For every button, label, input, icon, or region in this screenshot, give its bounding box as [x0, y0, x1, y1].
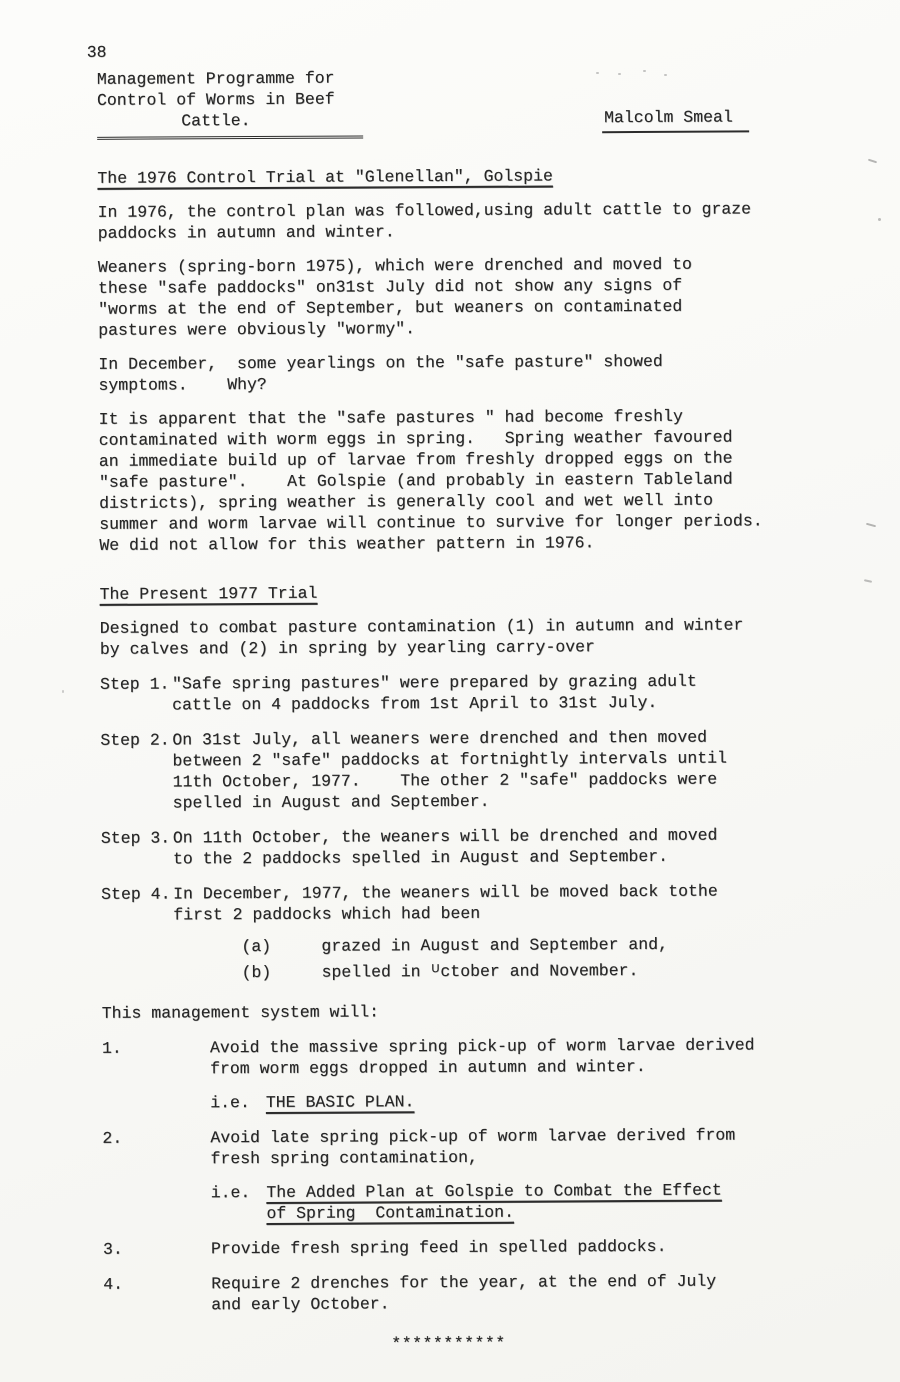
note-underlined-text: THE BASIC PLAN.: [265, 1092, 415, 1112]
step-text: In December, 1977, the weaners will be moved back tothe first 2 paddocks which had been: [173, 881, 718, 925]
scan-artifact: [596, 72, 599, 74]
title-line-2: Control of Worms in Beef: [96, 89, 335, 110]
subitem-b: [241, 959, 823, 983]
section-heading-1977-text: The Present 1977 Trial: [99, 583, 318, 604]
subitem-label: (b): [241, 962, 272, 983]
step-label: Step 3.: [100, 828, 171, 848]
list-item-4: [103, 1270, 825, 1316]
list-item-2: [102, 1124, 824, 1170]
subitem-label: (a): [241, 936, 272, 957]
page-number: 38: [86, 42, 107, 62]
subitem-text: grazed in August and September and,: [321, 934, 669, 956]
note-prefix: i.e.: [210, 1183, 251, 1203]
paragraph-spring-contamination: It is apparent that the "safe pastures " had become freshly contaminated with worm eggs in spring. Spring weather favoured an immediate build up of larvae from freshly dropped eggs on the "safe pasture". At Golspie (and probably in eastern Tableland districts), spring weather is generally cool and wet well into summer and worm larvae will continue to survive for longer periods. We did not allow for this weather pattern in 1976.: [98, 406, 763, 555]
subitem-text: spelled in ᵁctober and November.: [321, 961, 639, 982]
section-heading-1977-trial: [100, 580, 822, 605]
step-text: "Safe spring pastures" were prepared by grazing adult cattle on 4 paddocks from 1st April to 31st July.: [171, 671, 697, 715]
list-text: Require 2 drenches for the year, at the end of July and early October.: [211, 1271, 717, 1315]
step-item-2: [100, 726, 822, 814]
scan-artifact: [62, 690, 64, 693]
asterisk-separator: ***********: [391, 1333, 506, 1354]
list-text: Avoid the massive spring pick-up of worm larvae derived from worm eggs dropped in autumn and winter.: [209, 1035, 755, 1079]
section-heading-1976-trial: [97, 164, 819, 189]
list-number: 4.: [103, 1274, 124, 1294]
list-item-3: [103, 1235, 825, 1260]
note-underlined-text: The Added Plan at Golspie to Combat the Effect of Spring Contamination.: [266, 1180, 722, 1223]
document-title: [97, 67, 363, 139]
step-label: Step 1.: [99, 674, 170, 694]
document-header: [97, 65, 819, 140]
list-number: 2.: [102, 1128, 123, 1148]
list-number: 1.: [101, 1038, 122, 1058]
step4-subitems: [241, 933, 823, 983]
list-number: 3.: [102, 1239, 123, 1259]
step-text: On 31st July, all weaners were drenched and then moved between 2 "safe" paddocks at fortnightly intervals until 11th October, 1977. The other 2 "safe" paddocks were spelled in August and September.: [172, 727, 727, 813]
list-note-basic-plan: [210, 1089, 824, 1113]
paragraph-weaners: Weaners (spring-born 1975), which were drenched and moved to these "safe paddocks" on31st July did not show any signs of "worms at the end of September, but weaners on contaminated pastures were obviously "wormy".: [97, 254, 693, 340]
paragraph-december-symptoms: In December, some yearlings on the "safe pasture" showed symptoms. Why?: [98, 351, 663, 395]
step-label: Step 2.: [100, 730, 170, 750]
management-list-intro: This management system will:: [101, 1002, 380, 1023]
step-item-4: [101, 880, 823, 926]
note-prefix: i.e.: [210, 1093, 250, 1113]
paragraph-1977-intro: Designed to combat pasture contamination (1) in autumn and winter by calves and (2) in spring by yearling carry-over: [99, 615, 744, 659]
list-text: Provide fresh spring feed in spelled paddocks.: [210, 1236, 667, 1259]
title-line-3: Cattle.: [181, 111, 251, 131]
list-note-added-plan: [211, 1179, 825, 1224]
author-name: Malcolm Smeal: [602, 106, 749, 133]
paragraph-1976-control-plan: In 1976, the control plan was followed,using adult cattle to graze paddocks in autumn and winter.: [97, 199, 752, 243]
title-line-1: Management Programme for: [96, 68, 335, 89]
list-text: Avoid late spring pick-up of worm larvae derived from fresh spring contamination,: [210, 1125, 736, 1169]
list-item-1: [102, 1034, 824, 1080]
scan-artifact: [878, 218, 881, 221]
step-text: On 11th October, the weaners will be drenched and moved to the 2 paddocks spelled in August and September.: [172, 825, 718, 869]
step-item-3: [101, 824, 823, 870]
section-heading-1976-text: The 1976 Control Trial at "Glenellan", Golspie: [97, 166, 553, 188]
subitem-a: [241, 933, 823, 957]
step-item-1: [100, 670, 822, 716]
step-label: Step 4.: [101, 884, 171, 904]
